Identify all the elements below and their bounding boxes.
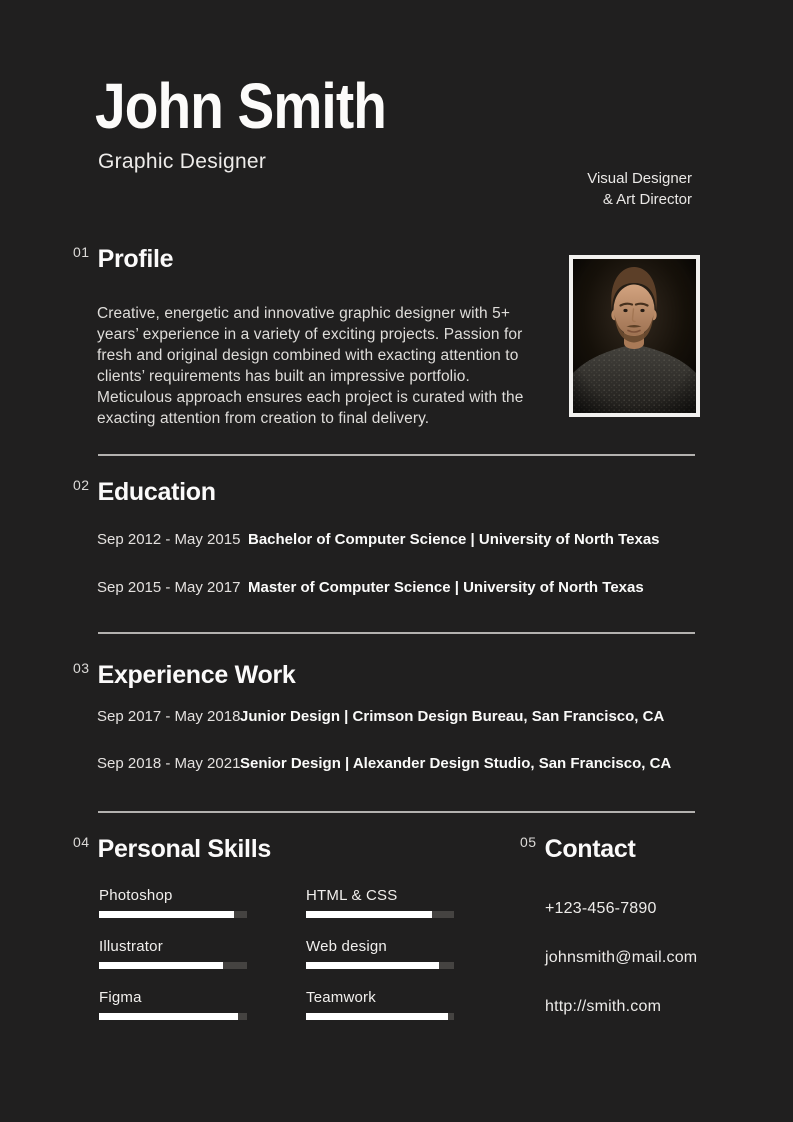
- experience-detail: Senior Design | Alexander Design Studio, San Francisco, CA: [240, 755, 672, 772]
- experience-dates: Sep 2018 - May 2021: [97, 755, 241, 772]
- section-title-profile: Profile: [97, 245, 174, 273]
- experience-dates: Sep 2017 - May 2018: [97, 708, 241, 725]
- skill-label: Illustrator: [99, 938, 163, 955]
- person-name: John Smith: [95, 70, 387, 142]
- skill-label: HTML & CSS: [306, 887, 398, 904]
- portrait-photo-illustration: [573, 259, 696, 413]
- contact-website: http://smith.com: [545, 998, 662, 1015]
- skill-progress-bar: [99, 911, 247, 918]
- skill-item-teamwork: [306, 988, 454, 1020]
- skill-item-html-css: [306, 886, 454, 918]
- contact-phone: +123-456-7890: [545, 900, 657, 917]
- section-heading-contact: [520, 836, 636, 864]
- person-job-title: Graphic Designer: [98, 150, 267, 173]
- section-number-skills: 04: [73, 834, 90, 850]
- skill-progress-bar: [99, 1013, 247, 1020]
- education-detail: Master of Computer Science | University of North Texas: [248, 579, 644, 596]
- skill-progress-bar: [306, 962, 454, 969]
- skill-label: Teamwork: [306, 989, 376, 1006]
- section-title-skills: Personal Skills: [97, 835, 271, 863]
- skill-item-illustrator: [99, 937, 247, 969]
- section-title-experience: Experience Work: [97, 661, 296, 689]
- skill-progress-fill: [306, 962, 439, 969]
- skill-progress-fill: [99, 911, 234, 918]
- section-number-experience: 03: [73, 660, 90, 676]
- skill-progress-fill: [306, 1013, 448, 1020]
- tagline-line-2: & Art Director: [602, 191, 692, 208]
- skill-progress-bar: [99, 962, 247, 969]
- skill-progress-bar: [306, 911, 454, 918]
- skill-progress-fill: [306, 911, 432, 918]
- skill-item-figma: [99, 988, 247, 1020]
- skill-label: Photoshop: [99, 887, 173, 904]
- section-number-profile: 01: [73, 244, 90, 260]
- section-title-education: Education: [97, 478, 216, 506]
- section-number-education: 02: [73, 477, 90, 493]
- education-detail: Bachelor of Computer Science | University of North Texas: [248, 531, 660, 548]
- skills-grid: [99, 886, 454, 1020]
- section-number-contact: 05: [520, 834, 537, 850]
- skill-label: Figma: [99, 989, 142, 1006]
- section-heading-education: [73, 479, 216, 507]
- skill-progress-bar: [306, 1013, 454, 1020]
- education-dates: Sep 2012 - May 2015: [97, 531, 241, 548]
- section-divider: [98, 632, 695, 634]
- skill-item-photoshop: [99, 886, 247, 918]
- section-heading-experience: [73, 662, 295, 690]
- skill-item-web-design: [306, 937, 454, 969]
- tagline-line-1: Visual Designer: [587, 170, 692, 187]
- contact-email: johnsmith@mail.com: [545, 949, 698, 966]
- section-title-contact: Contact: [544, 835, 636, 863]
- skill-progress-fill: [99, 962, 223, 969]
- profile-summary-text: Creative, energetic and innovative graphic designer with 5+ years’ experience in a variety of exciting projects. Passion for fresh and original design combined with exacting attention to clients’ requirements has built an impressive portfolio. Meticulous approach ensures each project is curated with the exacting attention from creation to final delivery.: [97, 304, 524, 427]
- header-tagline: [587, 168, 692, 210]
- experience-detail: Junior Design | Crimson Design Bureau, San Francisco, CA: [240, 708, 665, 725]
- skill-label: Web design: [306, 938, 387, 955]
- section-divider: [98, 811, 695, 813]
- section-heading-skills: [73, 836, 271, 864]
- section-divider: [98, 454, 695, 456]
- skill-progress-fill: [99, 1013, 238, 1020]
- portrait-photo: [569, 255, 700, 417]
- contact-list: [545, 899, 697, 1016]
- section-heading-profile: [73, 246, 173, 274]
- education-dates: Sep 2015 - May 2017: [97, 579, 241, 596]
